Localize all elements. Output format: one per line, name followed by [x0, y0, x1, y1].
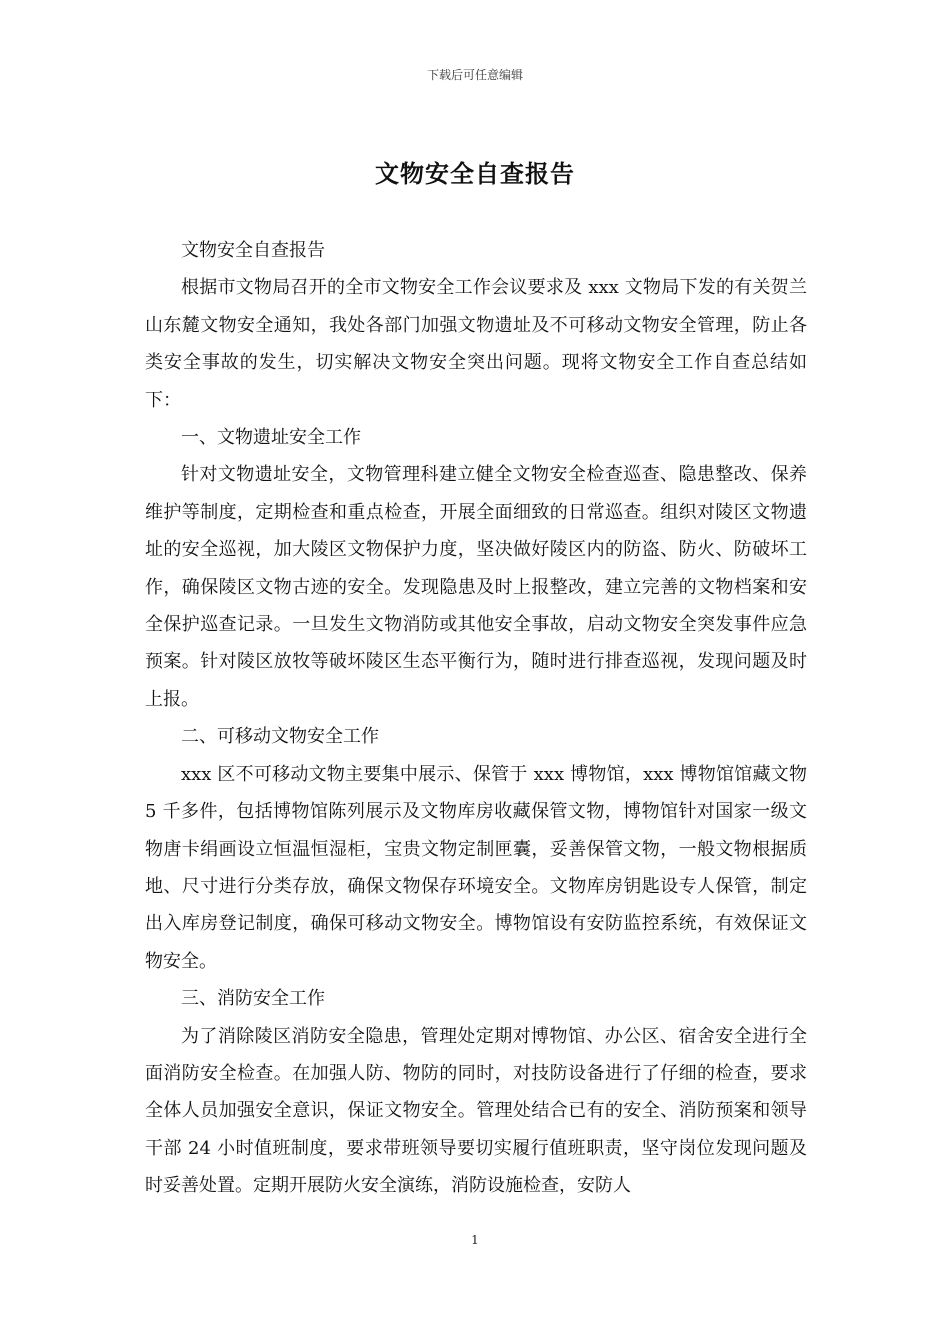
section-heading-site-safety: 一、文物遗址安全工作 — [181, 427, 361, 449]
body-paragraph-heading: 文物安全自查报告 — [181, 240, 325, 261]
section-heading-movable-relics: 二、可移动文物安全工作 — [181, 726, 379, 748]
body-paragraph-movable-relics: xxx 区不可移动文物主要集中展示、保管于 xxx 博物馆，xxx 博物馆馆藏文物 5 千多件，包括博物馆陈列展示及文物库房收藏保管文物，博物馆针对国家一级文物唐卡绢画设立恒温恒湿柜，宝贵文物定制匣囊，妥善保管文物，一般文物根据质地、尺寸进行分类存放，确保文物保存环境安全。文物库房钥匙设专人保管，制定出入库房登记制度，确保可移动文物安全。博物馆设有安防监控系统，有效保证文物安全。 — [145, 763, 807, 972]
section-heading-fire-safety: 三、消防安全工作 — [181, 988, 325, 1010]
body-paragraph-intro: 根据市文物局召开的全市文物安全工作会议要求及 xxx 文物局下发的有关贺兰山东麓文物安全通知，我处各部门加强文物遗址及不可移动文物安全管理，防止各类安全事故的发生，切实解决文物安全突出问题。现将文物安全工作自查总结如下： — [145, 277, 807, 411]
document-body — [145, 232, 807, 1205]
body-paragraph-site-safety: 针对文物遗址安全，文物管理科建立健全文物安全检查巡查、隐患整改、保养维护等制度，定期检查和重点检查，开展全面细致的日常巡查。组织对陵区文物遗址的安全巡视，加大陵区文物保护力度，坚决做好陵区内的防盗、防火、防破坏工作，确保陵区文物古迹的安全。发现隐患及时上报整改，建立完善的文物档案和安全保护巡查记录。一旦发生文物消防或其他安全事故，启动文物安全突发事件应急预案。针对陵区放牧等破坏陵区生态平衡行为，随时进行排查巡视，发现问题及时上报。 — [145, 464, 807, 710]
page-header-note: 下载后可任意编辑 — [426, 68, 523, 82]
body-paragraph-fire-safety: 为了消除陵区消防安全隐患，管理处定期对博物馆、办公区、宿舍安全进行全面消防安全检查。在加强人防、物防的同时，对技防设备进行了仔细的检查，要求全体人员加强安全意识，保证文物安全。管理处结合已有的安全、消防预案和领导干部 24 小时值班制度，要求带班领导要切实履行值班职责，坚守岗位发现问题及时妥善处置。定期开展防火安全演练，消防设施检查，安防人 — [145, 1025, 807, 1197]
document-title: 文物安全自查报告 — [375, 159, 575, 188]
page-number: 1 — [471, 1233, 479, 1247]
